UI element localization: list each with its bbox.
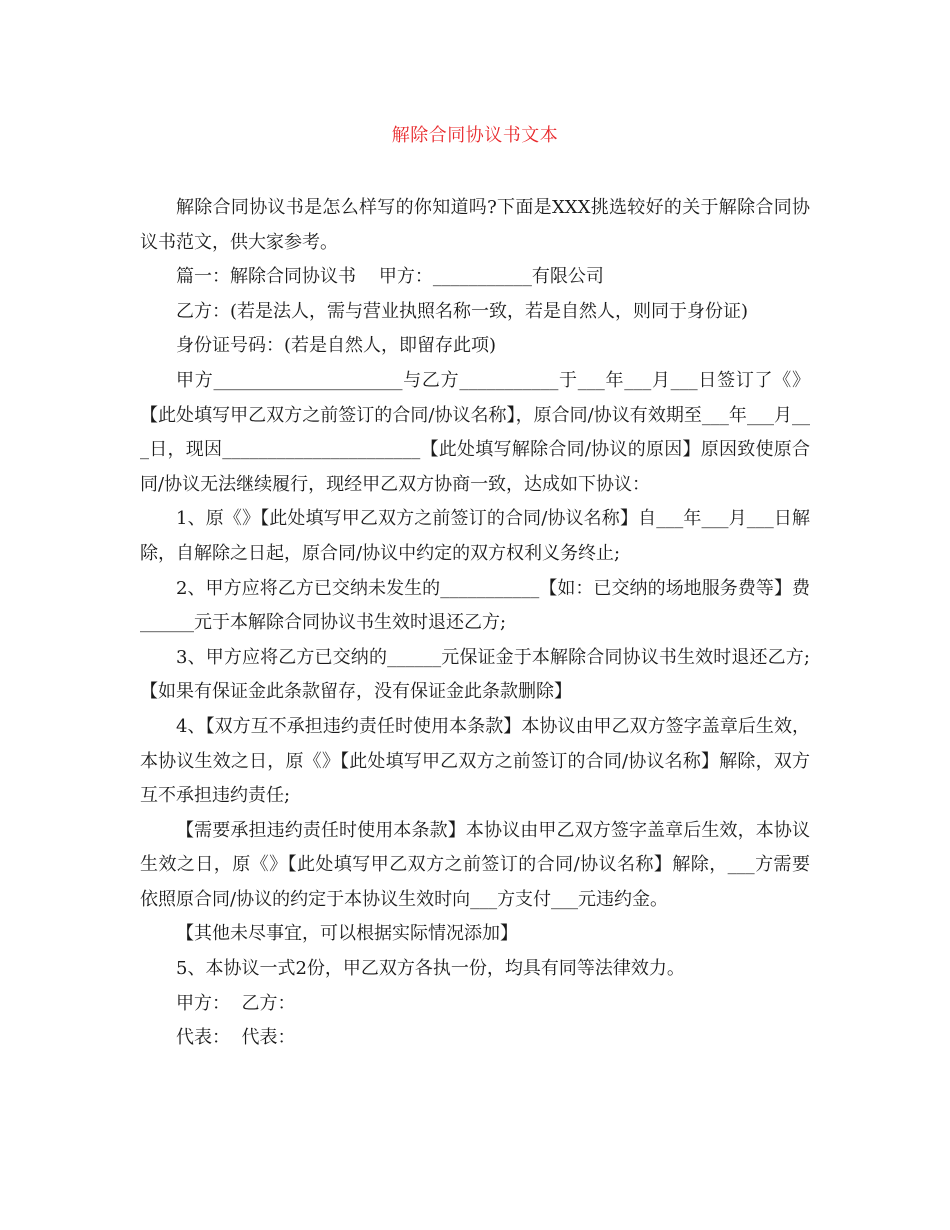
party-a-line: 篇一：解除合同协议书 甲方：___________有限公司 [176, 266, 604, 288]
signature-parties-line: 甲方： 乙方： [176, 992, 296, 1014]
document-body [140, 191, 810, 1056]
clause-2: 2、甲方应将乙方已交纳未发生的___________【如：已交纳的场地服务费等】费______元于本解除合同协议书生效时退还乙方; [140, 577, 810, 634]
clause-5: 5、本协议一式2份，甲乙双方各执一份，均具有同等法律效力。 [176, 958, 685, 980]
clause-3: 3、甲方应将乙方已交纳的______元保证金于本解除合同协议书生效时退还乙方;【如果有保证金此条款留存，没有保证金此条款删除】 [140, 646, 810, 703]
intro-paragraph: 解除合同协议书是怎么样写的你知道吗?下面是XXX挑选较好的关于解除合同协议书范文，供大家参考。 [140, 197, 810, 253]
other-matters-note: 【其他未尽事宜，可以根据实际情况添加】 [176, 923, 518, 945]
id-number-line: 身份证号码：(若是自然人，即留存此项) [176, 335, 497, 357]
signature-representatives-line: 代表： 代表： [176, 1027, 296, 1049]
document-title: 解除合同协议书文本 [391, 125, 559, 146]
clause-1: 1、原《》【此处填写甲乙双方之前签订的合同/协议名称】自___年___月___日解除，自解除之日起，原合同/协议中约定的双方权利义务终止; [140, 508, 810, 564]
clause-4: 4、【双方互不承担违约责任时使用本条款】本协议由甲乙双方签字盖章后生效，本协议生效之日，原《》【此处填写甲乙双方之前签订的合同/协议名称】解除，双方互不承担违约责任; [140, 715, 810, 807]
clause-4-alternative: 【需要承担违约责任时使用本条款】本协议由甲乙双方签字盖章后生效，本协议生效之日，原《》【此处填写甲乙双方之前签订的合同/协议名称】解除，___方需要依照原合同/协议的约定于本协议生效时向___方支付___元违约金。 [140, 819, 810, 910]
party-b-line: 乙方：(若是法人，需与营业执照名称一致，若是自然人，则同于身份证) [176, 300, 749, 322]
preamble-paragraph: 甲方_____________________与乙方___________于___年___月___日签订了《》【此处填写甲乙双方之前签订的合同/协议名称】，原合同/协议有效期至___年___月___日，现因______________________【此处填写解除合同/协议的原因】原因致使原合同/协议无法继续履行，现经甲乙双方协商一致，达成如下协议： [140, 369, 810, 495]
